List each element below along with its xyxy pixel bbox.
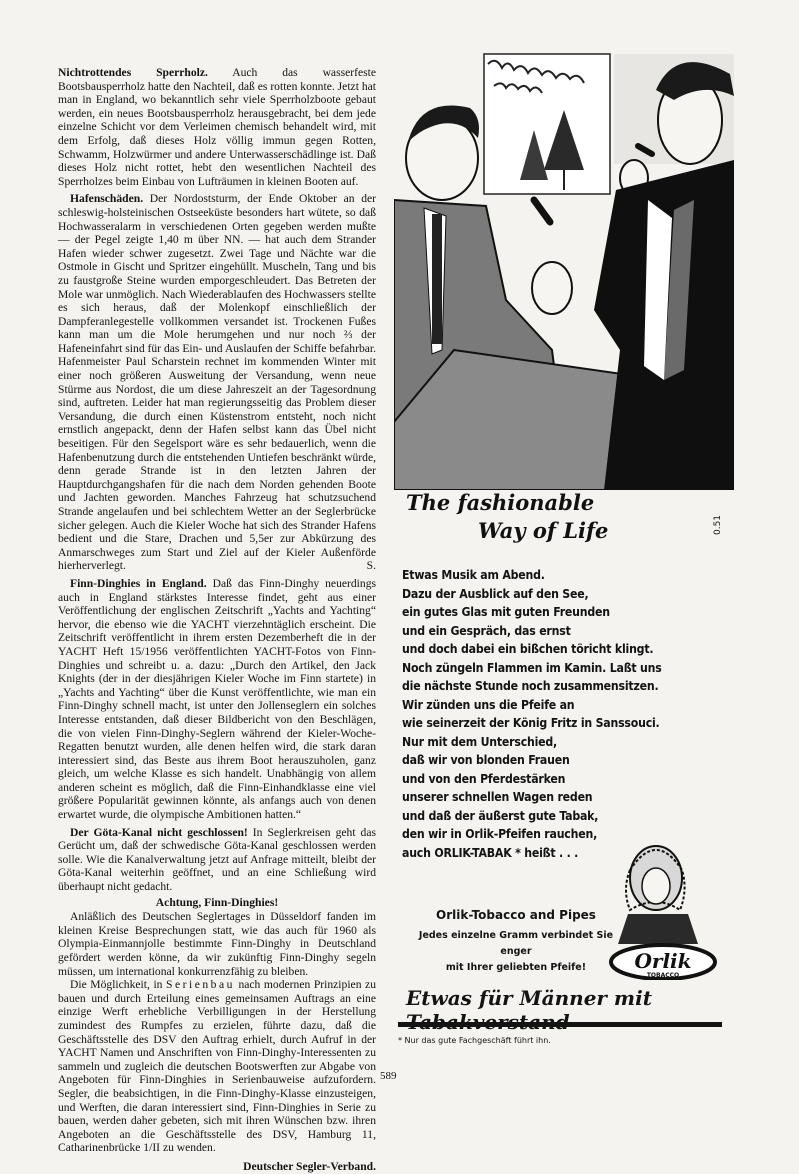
paragraph-hafenschaeden: [58, 192, 376, 573]
ad-brand-sub-2: mit Ihrer geliebten Pfeife!: [445, 962, 587, 973]
text-hafenschaeden: Der Nordoststurm, der Ende Oktober an der schleswig-holsteinischen Ostseeküste besonders hart wütete, so daß Hochwasseralarm in verschiedenen Orten gegeben werden mußte — der Pegel zeigte 1,40 m über NN. — hat auch dem Strander Hafen wieder schwer zugesetzt. Zwei Tage und Nächte war die Ostmole in Gischt und Spritzer eingehüllt. Muscheln, Tang und bis zu faustgroße Steine wurden emporgeschleudert. Das Betreten der Mole war unmöglich. Nach Wiederablaufen des Hochwassers stellte es sich heraus, daß der Molenkopf einschließlich der Dampferanlegestelle vollkommen versandet ist. Trockenen Fußes kann man um die Mole herumgehen und nur noch ⅔ der Hafeneinfahrt sind für das Ein- und Auslaufen der Schiffe befahrbar. Hafenmeister Paul Scharstein rechnet im kommenden Winter mit einer noch größeren Ausweitung der Versandung, wenn neue Stürme aus Nordost, die um diese Jahreszeit an der Tagesordnung sind, auftreten. Leider hat man regierungsseitig das Problem dieser Versandung, die durch einen Küstenstrom entsteht, noch nicht ernstlich angepackt, denn der Hafen selbst kann das Übel nicht beseitigen. Für den Segelsport wäre es sehr bedauerlich, wenn die Hafenbenutzung durch die entstehenden Untiefen beschränkt würde, denn gerade Strande ist in den letzten Jahren der Hauptdurchgangshafen für die nach dem Norden gehenden Boote und Jachten geworden. Manches Fahrzeug hat schutzsuchend Strande angelaufen und bei schlechtem Wetter an der Seglerbrücke sicher gelegen. Auch die Kieler Woche hat sich des Strander Hafens bedient und die Stare, Drachen und 5,5er zur Abkürzung des Anmarschweges zum Start und Ziel auf der Kieler Außenförde hierherverlegt.: [58, 192, 376, 573]
ad-line: Etwas Musik am Abend.: [402, 568, 545, 582]
signature-dsv: Deutscher Segler-Verband.: [243, 1159, 376, 1173]
ad-line: Wir zünden uns die Pfeife an: [402, 697, 575, 712]
text-sperrholz: Auch das wasserfeste Bootsbausperrholz hatte den Nachteil, daß es rotten konnte. Jetzt hat man in England, wo bekanntlich sehr viele Sperrholzboote gebaut werden, ein neues Bootsbausperrholz herausgebracht, bei dem jede einzelne Schicht vor dem Verleimen chemisch behandelt wird, mit dem Erfolg, daß dieses Holz völlig immun gegen Rotten, Schwamm, Holzwürmer und andere Unterwasserschädlinge ist. Daß dieses Holz nicht rottet, hebt den wesentlichen Nachteil des Sperrholzes beim Einbau von Lufträumen in kleinen Booten auf.: [58, 66, 376, 188]
ad-line: die nächste Stunde noch zusammensitzen.: [402, 679, 659, 693]
logo-sub: TOBACCO: [646, 972, 680, 979]
ad-line: daß wir von blonden Frauen: [402, 753, 570, 767]
ad-line: ein gutes Glas mit guten Freunden: [402, 605, 610, 619]
ad-line: und daß der äußerst gute Tabak,: [402, 808, 599, 823]
article-column: [58, 66, 376, 1174]
paragraph-finn-england: [58, 577, 376, 822]
ad-brand-sub: [406, 928, 626, 976]
text-goeta-kanal: In Seglerkreisen geht das Gerücht um, daß der schwedische Göta-Kanal geschlossen werden solle. Wie die Kanalverwaltung jetzt auf Anfrage mitteilt, bleibt der Göta-Kanal weiterhin geöffnet, und an eine Schließung wird überhaupt nicht gedacht.: [58, 825, 377, 894]
ad-line: und doch dabei ein bißchen töricht klingt.: [402, 642, 654, 656]
heading-finn-england: Finn-Dinghies in England.: [70, 576, 207, 590]
text-serienbau-spaced: Serienbau: [166, 978, 235, 992]
heading-sperrholz: Nichtrottendes Sperrholz.: [58, 66, 208, 79]
ad-line: unserer schnellen Wagen reden: [402, 790, 593, 804]
ad-brand-block: [406, 908, 626, 976]
ad-line: Noch züngeln Flammen im Kamin. Laßt uns: [402, 660, 662, 675]
heading-goeta-kanal: Der Göta-Kanal nicht geschlossen!: [70, 825, 248, 839]
page-number: 589: [380, 1070, 397, 1082]
signature-s: S.: [366, 559, 376, 573]
text-serienbau-pre: Die Möglichkeit, in: [70, 978, 167, 992]
paragraph-achtung: Anläßlich des Deutschen Seglertages in Düsseldorf fanden im kleinen Kreise Besprechungen statt, wie das auch für 1960 als Olympia-Einmannjolle bestimmte Finn-Dinghy in Deutschland gefördert werden könne, da wir zukünftig Finn-Dinghy segeln müssen, um international konkurrenzfähig zu bleiben.: [58, 910, 376, 978]
ad-footnote: * Nur das gute Fachgeschäft führt ihn.: [398, 1036, 551, 1045]
ad-headline-2: Way of Life: [478, 518, 609, 543]
ad-line: auch ORLIK-TABAK * heißt . . .: [402, 845, 579, 860]
ad-body-text: [402, 566, 692, 862]
heading-hafenschaeden: Hafenschäden.: [70, 192, 144, 206]
ad-line: und von den Pferdestärken: [402, 771, 566, 786]
paragraph-serienbau: [58, 978, 376, 1155]
ad-line: den wir in Orlik-Pfeifen rauchen,: [402, 827, 598, 841]
text-serienbau-post: nach modernen Prinzipien zu bauen und durch Erteilung eines gemeinsamen Auftrags an eine einzige Werft erhebliche Verbilligungen in der Herstellung zumindest des Rumpfes zu erzielen, führte dazu, daß die Geschäftsstelle des DSV den Auftrag erhielt, durch Aufruf in der YACHT Namen und Anschriften von Finn-Dinghy-Interessenten zu sammeln und zugleich die deutschen Bootswerften zur Abgabe von Angeboten für Finn-Dinghies in Serienbauweise aufzufordern. Segler, die beabsichtigen, in die Finn-Dinghy-Klasse einzusteigen, und Werften, die daran interessiert sind, Finn-Dinghies in Serie zu bauen, werden daher gebeten, sich mit ihren Wünschen bzw. ihren Angeboten an die Geschäftsstelle des DSV, Hamburg 11, Catharinenbrücke 1/II zu wenden.: [58, 978, 376, 1155]
ad-line: Nur mit dem Unterschied,: [402, 734, 558, 749]
ad-divider: [398, 1022, 722, 1027]
ad-headline-1: The fashionable: [406, 490, 595, 515]
ad-line: Dazu der Ausblick auf den See,: [402, 586, 589, 601]
paragraph-goeta-kanal: [58, 826, 376, 894]
ad-line: und ein Gespräch, das ernst: [402, 623, 571, 638]
orlik-advertisement: [394, 50, 734, 1050]
ad-credit: 0.51: [713, 514, 724, 536]
logo-wordmark: Orlik: [634, 949, 692, 973]
ad-brand-line: Orlik-Tobacco and Pipes: [436, 908, 596, 922]
smokers-illustration: [394, 50, 734, 490]
ad-slogan: Etwas für Männer mit: [406, 986, 652, 1010]
heading-achtung: Achtung, Finn-Dinghies!: [155, 895, 279, 909]
paragraph-sperrholz: [58, 66, 376, 188]
ad-line: wie seinerzeit der König Fritz in Sanssouci.: [402, 716, 660, 730]
ad-brand-sub-1: Jedes einzelne Gramm verbindet Sie enger: [418, 930, 614, 957]
text-finn-england: Daß das Finn-Dinghy neuerdings auch in England stärkstes Interesse findet, geht aus einer Veröffentlichung der englischen Zeitschrift „Yachts and Yachting“ hervor, die ebenso wie die YACHT vierzehntäglich erscheint. Die Zeitschrift veröffentlicht in ihrem ersten Dezemberheft die in der YACHT Heft 15/1956 veröffentlichten YACHT-Fotos von Finn-Dinghies und schreibt u. a. dazu: „Durch den Artikel, den Jack Knights (der in der diesjährigen Kieler Woche im Finn startete) in „Yachts and Yachting“ über die Kunst veröffentlichte, wie man ein Finn-Dinghy schnell macht, ist unter den Jollenseglern ein solches Interesse entstanden, daß dieser Bildbericht von den Beschlägen, die von vielen Finn-Dinghy-Seglern während der Kieler-Woche-Regatten benutzt wurden, alle denen helfen wird, die stark daran interessiert sind, das Beste aus ihrem Boot herauszuholen, ganz gleich, um welche Klasse es sich handelt. Unabhängig von allem anderen scheint es möglich, daß die Finn-Einhandklasse eine viel größere Popularität gewinnen könnte, als anfangs auch von denen erwartet wurde, die olympische Ambitionen hatten.“: [58, 576, 376, 822]
